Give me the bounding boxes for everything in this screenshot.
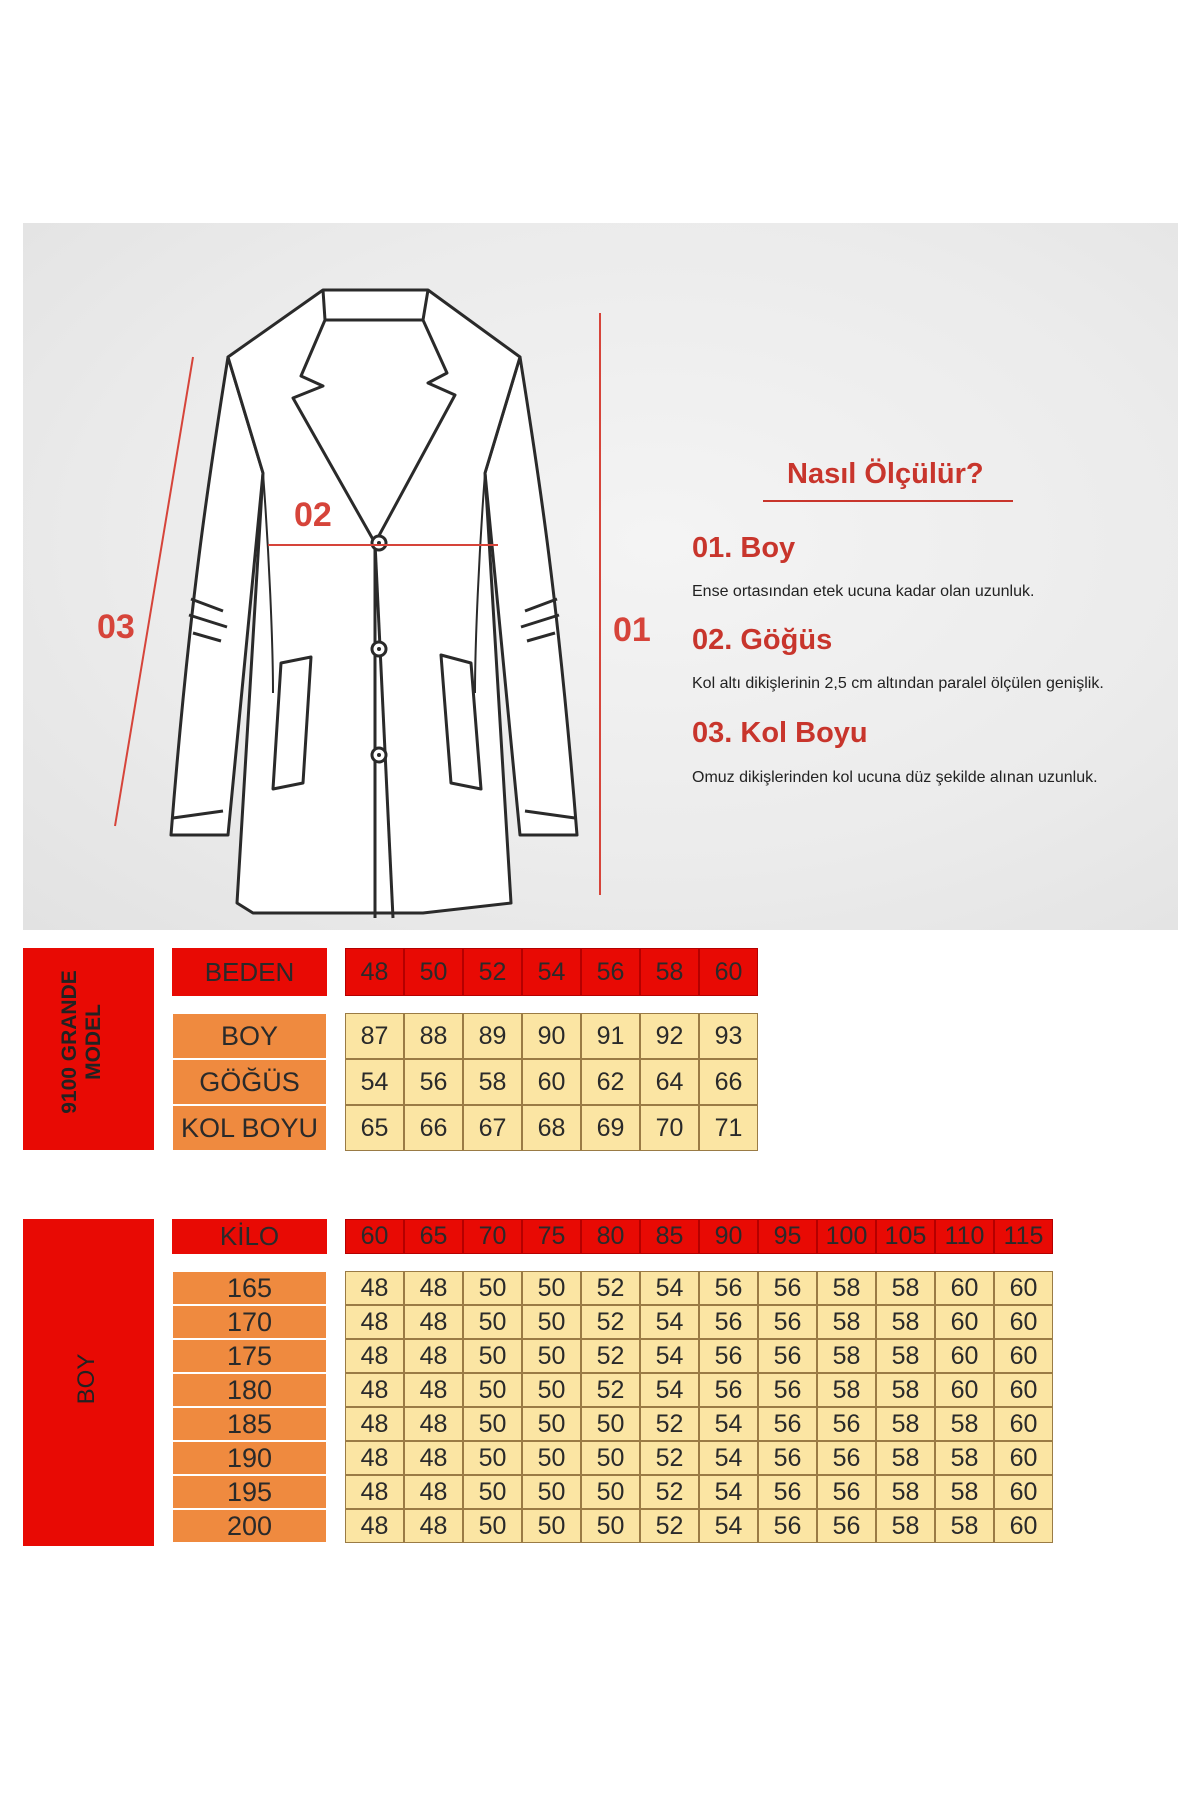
fit-value-cell: 48 [345,1271,404,1305]
size-header-cell: 54 [522,948,581,996]
size-value-cell: 65 [345,1105,404,1151]
chest-measure-label: 02 [294,496,332,534]
weight-header-cell: 105 [876,1219,935,1254]
fit-value-cell: 56 [758,1271,817,1305]
fit-value-cell: 48 [345,1407,404,1441]
weight-header-cell: 60 [345,1219,404,1254]
fit-value-cell: 50 [581,1407,640,1441]
weight-header-cell: 90 [699,1219,758,1254]
sleeve-measure-label: 03 [97,608,135,646]
size-value-cell: 68 [522,1105,581,1151]
fit-value-cell: 56 [699,1305,758,1339]
fit-value-cell: 58 [935,1441,994,1475]
fit-value-cell: 58 [935,1509,994,1543]
fit-value-cell: 52 [640,1475,699,1509]
weight-header-cell: 95 [758,1219,817,1254]
weight-header-cell: 115 [994,1219,1053,1254]
fit-value-cell: 60 [935,1305,994,1339]
fit-value-cell: 60 [994,1509,1053,1543]
fit-value-cell: 58 [817,1305,876,1339]
size-value-cell: 89 [463,1013,522,1059]
fit-value-cell: 50 [463,1373,522,1407]
size-header-cell: 52 [463,948,522,996]
fit-value-cell: 56 [699,1339,758,1373]
fit-value-cell: 58 [935,1407,994,1441]
fit-value-cell: 48 [345,1305,404,1339]
title-underline [763,500,1013,502]
fit-value-cell: 58 [817,1339,876,1373]
fit-value-cell: 58 [876,1475,935,1509]
fit-value-cell: 54 [699,1407,758,1441]
measure-item-description: Kol altı dikişlerinin 2,5 cm altından paralel ölçülen genişlik. [692,675,1104,692]
fit-value-cell: 58 [817,1373,876,1407]
size-row-label: KOL BOYU [172,1105,327,1151]
fit-value-cell: 56 [699,1271,758,1305]
fit-value-cell: 50 [522,1339,581,1373]
size-value-cell: 87 [345,1013,404,1059]
model-label: 9100 GRANDE MODEL [58,970,105,1114]
size-value-cell: 66 [404,1105,463,1151]
fit-value-cell: 48 [345,1339,404,1373]
fit-value-cell: 56 [758,1305,817,1339]
measure-item-heading: 03. Kol Boyu [692,717,868,749]
weight-header-cell: 85 [640,1219,699,1254]
fit-value-cell: 50 [463,1475,522,1509]
fit-value-cell: 56 [758,1509,817,1543]
fit-value-cell: 56 [758,1373,817,1407]
size-header-cell: 58 [640,948,699,996]
fit-value-cell: 58 [876,1441,935,1475]
fit-value-cell: 60 [994,1305,1053,1339]
fit-value-cell: 58 [876,1339,935,1373]
size-value-cell: 88 [404,1013,463,1059]
measure-item-description: Omuz dikişlerinden kol ucuna düz şekilde alınan uzunluk. [692,769,1098,786]
size-header-cell: 60 [699,948,758,996]
size-header-cell: 48 [345,948,404,996]
fit-value-cell: 48 [404,1339,463,1373]
fit-value-cell: 52 [640,1509,699,1543]
fit-value-cell: 50 [463,1407,522,1441]
height-row-label: 175 [172,1339,327,1373]
weight-header-label: KİLO [172,1219,327,1254]
fit-value-cell: 56 [758,1407,817,1441]
fit-value-cell: 60 [994,1441,1053,1475]
fit-value-cell: 50 [463,1509,522,1543]
fit-value-cell: 60 [994,1475,1053,1509]
fit-value-cell: 60 [994,1271,1053,1305]
fit-value-cell: 56 [817,1407,876,1441]
weight-header-cell: 110 [935,1219,994,1254]
fit-value-cell: 50 [581,1475,640,1509]
fit-value-cell: 48 [404,1373,463,1407]
size-value-cell: 93 [699,1013,758,1059]
size-value-cell: 54 [345,1059,404,1105]
height-row-label: 190 [172,1441,327,1475]
coat-illustration [23,223,1178,930]
height-row-label: 185 [172,1407,327,1441]
fit-value-cell: 52 [581,1305,640,1339]
fit-value-cell: 60 [935,1271,994,1305]
fit-value-cell: 50 [581,1441,640,1475]
fit-value-cell: 58 [876,1305,935,1339]
fit-value-cell: 48 [404,1509,463,1543]
height-axis-label: BOY [73,1353,100,1405]
fit-value-cell: 50 [522,1509,581,1543]
fit-value-cell: 60 [935,1373,994,1407]
fit-value-cell: 56 [758,1441,817,1475]
fit-value-cell: 58 [876,1271,935,1305]
size-value-cell: 92 [640,1013,699,1059]
fit-value-cell: 48 [404,1305,463,1339]
fit-value-cell: 56 [758,1339,817,1373]
fit-value-cell: 48 [404,1407,463,1441]
fit-value-cell: 60 [994,1373,1053,1407]
size-value-cell: 66 [699,1059,758,1105]
fit-value-cell: 48 [404,1271,463,1305]
fit-value-cell: 60 [994,1339,1053,1373]
fit-value-cell: 48 [345,1509,404,1543]
fit-value-cell: 48 [404,1441,463,1475]
size-value-cell: 62 [581,1059,640,1105]
weight-header-cell: 100 [817,1219,876,1254]
fit-value-cell: 60 [935,1339,994,1373]
weight-header-cell: 75 [522,1219,581,1254]
weight-header-cell: 65 [404,1219,463,1254]
size-value-cell: 58 [463,1059,522,1105]
fit-value-cell: 52 [581,1339,640,1373]
fit-value-cell: 52 [640,1441,699,1475]
height-row-label: 170 [172,1305,327,1339]
size-header-label: BEDEN [172,948,327,996]
measure-item-heading: 01. Boy [692,532,796,564]
fit-value-cell: 58 [876,1407,935,1441]
size-value-cell: 67 [463,1105,522,1151]
fit-value-cell: 50 [463,1441,522,1475]
fit-value-cell: 48 [404,1475,463,1509]
fit-value-cell: 58 [935,1475,994,1509]
fit-value-cell: 50 [463,1305,522,1339]
fit-value-cell: 56 [699,1373,758,1407]
size-row-label: BOY [172,1013,327,1059]
fit-value-cell: 56 [817,1475,876,1509]
size-header-cell: 56 [581,948,640,996]
fit-value-cell: 58 [876,1509,935,1543]
size-value-cell: 71 [699,1105,758,1151]
fit-value-cell: 54 [699,1509,758,1543]
fit-value-cell: 54 [699,1441,758,1475]
size-header-cell: 50 [404,948,463,996]
measure-item-heading: 02. Göğüs [692,624,833,656]
size-value-cell: 60 [522,1059,581,1105]
weight-header-cell: 80 [581,1219,640,1254]
height-row-label: 165 [172,1271,327,1305]
length-measure-label: 01 [613,611,651,649]
fit-value-cell: 50 [522,1373,581,1407]
height-row-label: 180 [172,1373,327,1407]
fit-value-cell: 56 [817,1441,876,1475]
fit-value-cell: 50 [522,1407,581,1441]
fit-value-cell: 50 [463,1339,522,1373]
fit-value-cell: 52 [640,1407,699,1441]
fit-value-cell: 54 [640,1305,699,1339]
fit-value-cell: 54 [640,1373,699,1407]
size-row-label: GÖĞÜS [172,1059,327,1105]
fit-value-cell: 54 [640,1339,699,1373]
fit-value-cell: 50 [463,1271,522,1305]
size-value-cell: 56 [404,1059,463,1105]
fit-value-cell: 50 [522,1271,581,1305]
weight-header-cell: 70 [463,1219,522,1254]
fit-value-cell: 48 [345,1441,404,1475]
height-row-label: 195 [172,1475,327,1509]
fit-value-cell: 54 [699,1475,758,1509]
fit-value-cell: 58 [876,1373,935,1407]
fit-value-cell: 52 [581,1373,640,1407]
fit-value-cell: 50 [522,1475,581,1509]
size-value-cell: 91 [581,1013,640,1059]
fit-value-cell: 48 [345,1373,404,1407]
fit-value-cell: 58 [817,1271,876,1305]
fit-value-cell: 56 [817,1509,876,1543]
height-row-label: 200 [172,1509,327,1543]
size-value-cell: 70 [640,1105,699,1151]
fit-value-cell: 50 [522,1305,581,1339]
measurement-guide-panel [23,223,1178,930]
fit-value-cell: 50 [522,1441,581,1475]
measure-item-description: Ense ortasından etek ucuna kadar olan uzunluk. [692,583,1035,600]
size-value-cell: 69 [581,1105,640,1151]
fit-value-cell: 56 [758,1475,817,1509]
how-to-measure-title: Nasıl Ölçülür? [787,458,984,490]
fit-value-cell: 60 [994,1407,1053,1441]
fit-value-cell: 54 [640,1271,699,1305]
fit-value-cell: 52 [581,1271,640,1305]
fit-value-cell: 48 [345,1475,404,1509]
size-value-cell: 64 [640,1059,699,1105]
size-value-cell: 90 [522,1013,581,1059]
fit-value-cell: 50 [581,1509,640,1543]
